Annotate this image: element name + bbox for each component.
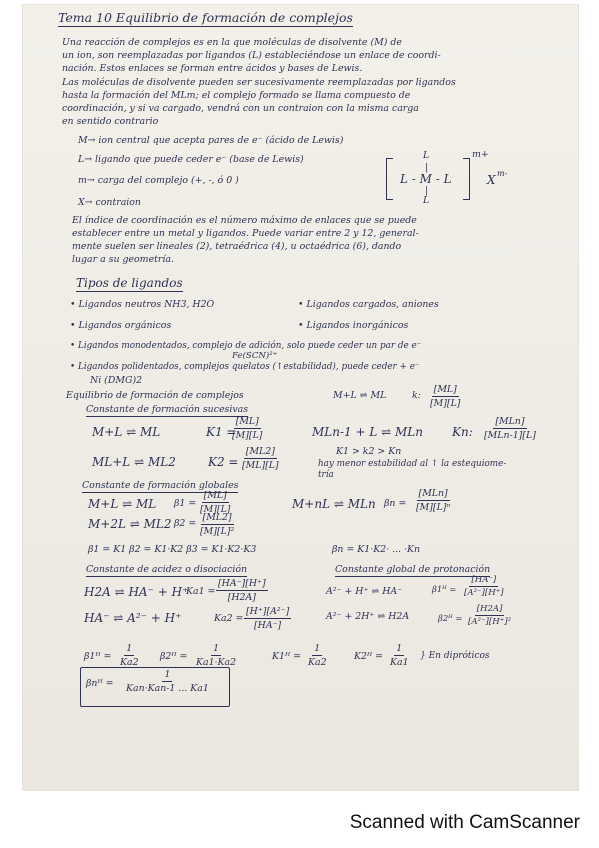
- intro-line: un ion, son reemplazadas por ligandos (L) estableciéndose un enlace de coordi-: [62, 50, 441, 61]
- ligand-type-polydentate: • Ligandos polidentados, complejos quelatos (↑estabilidad), puede ceder + e⁻: [70, 362, 420, 372]
- acid-eq-2: HA⁻ ⇌ A²⁻ + H⁺: [84, 611, 182, 625]
- stepwise-order: K1 > k2 > Kn: [336, 446, 402, 457]
- left-bracket: [386, 158, 393, 200]
- intro-line: coordinación, y si va cargado, vendrá con un contraion con la misma carga: [62, 103, 419, 114]
- prot-eq-1: A²⁻ + H⁺ ⇌ HA⁻: [326, 586, 403, 597]
- global-eq-n: M+nL ⇌ MLn: [292, 497, 376, 511]
- k1h-relation-label: K1ᴴ =: [272, 651, 301, 662]
- complex-center: L - M - L: [400, 172, 452, 186]
- ligand-type-organic: • Ligandos orgánicos: [70, 320, 172, 331]
- scanner-watermark: Scanned with CamScanner: [349, 812, 580, 833]
- ligand-top: L: [423, 150, 430, 161]
- beta2-label: β2 =: [174, 518, 197, 529]
- definition-charge: m→ carga del complejo (+, -, ó 0 ): [78, 175, 239, 186]
- ligand-type-monodentate: • Ligandos monodentados, complejo de adición, solo puede ceder un par de e⁻: [70, 341, 422, 351]
- ka1-fraction: $\frac{[HA^-][H^+]}{[H2A]}$: [218, 578, 266, 603]
- intro-line: nación. Estos enlaces se forman entre ácidos y bases de Lewis.: [62, 63, 363, 74]
- k-label: k:: [412, 390, 421, 401]
- betanh-fraction: 1 Kan·Kan-1 ... Ka1: [126, 669, 209, 694]
- beta1h-label: β1ᴴ =: [432, 584, 457, 594]
- beta-relations: β1 = K1 β2 = K1·K2 β3 = K1·K2·K3: [88, 544, 257, 555]
- betan-fraction: [MLn] [M][L]ⁿ: [416, 488, 451, 513]
- beta1h-relation-fraction: $\frac{1}{Ka2}$: [120, 643, 139, 668]
- beta1-label: β1 =: [174, 498, 197, 509]
- k2h-relation-label: K2ᴴ =: [354, 651, 383, 662]
- global-eq-2: M+2L ⇌ ML2: [88, 517, 172, 531]
- coordination-line: El índice de coordinación es el número máximo de enlaces que se puede: [72, 215, 417, 226]
- stepwise-note-2: tría: [318, 470, 334, 480]
- stepwise-k2-label: K2 =: [208, 455, 239, 469]
- coordination-line: lugar a su geometría.: [72, 254, 174, 265]
- bond-top: |: [425, 162, 429, 173]
- stepwise-k1-fraction: $\frac{[ML]}{[M][L]}$: [232, 416, 263, 441]
- intro-line: Una reacción de complejos es en la que moléculas de disolvente (M) de: [62, 37, 402, 48]
- protonacion-heading: Constante global de protonación: [335, 564, 491, 575]
- ka2-fraction: $\frac{\text{[H⁺][A²⁻]}}{[HA^-]}$: [246, 606, 290, 631]
- ligand-type-charged: • Ligandos cargados, aniones: [298, 299, 439, 310]
- k2h-relation-fraction: $\frac{1}{Ka1}$: [390, 643, 409, 668]
- counterion: X: [487, 173, 496, 187]
- betan-label: βn =: [384, 498, 407, 509]
- stepwise-eq-2: ML+L ⇌ ML2: [92, 455, 176, 469]
- intro-line: en sentido contrario: [62, 116, 159, 127]
- ka2-label: Ka2 =: [214, 613, 244, 624]
- beta2h-fraction: $\frac{[H2A]}{\text{[A²⁻][H⁺]²}}$: [468, 604, 512, 627]
- intro-line: hasta la formación del MLm; el complejo formado se llama compuesto de: [62, 90, 411, 101]
- tipos-heading: Tipos de ligandos: [76, 276, 183, 290]
- acidez-heading: Constante de acidez o disociación: [86, 564, 248, 575]
- monodentate-example: Fe(SCN)²⁺: [232, 351, 278, 361]
- sucesivas-heading: Constante de formación sucesivas: [86, 404, 249, 415]
- beta1h-relation-label: β1ᴴ =: [84, 651, 112, 662]
- beta2h-relation-fraction: $\frac{1}{Ka1\cdot Ka2}$: [196, 643, 237, 668]
- right-bracket: [463, 158, 470, 200]
- equilibrio-heading: Equilibrio de formación de complejos: [66, 390, 244, 401]
- beta2h-label: β2ᴴ =: [438, 613, 463, 623]
- betanh-label: βnᴴ =: [86, 678, 114, 689]
- intro-line: Las moléculas de disolvente pueden ser sucesivamente reemplazadas por ligandos: [62, 77, 456, 88]
- diprotic-note: } En dipróticos: [420, 651, 490, 661]
- ligand-type-neutral: • Ligandos neutros NH3, H2O: [70, 299, 215, 310]
- stepwise-k2-fraction: $\frac{[ML2]}{[ML][L]}$: [242, 446, 279, 471]
- stepwise-kn-label: Kn:: [452, 425, 473, 439]
- beta2-fraction: $\frac{[ML2]}{\text{[M][L]²}}$: [200, 512, 235, 537]
- beta2h-relation-label: β2ᴴ =: [160, 651, 188, 662]
- beta1h-fraction: $\frac{[HA^-]}{\text{[A²⁻][H⁺]}}$: [464, 575, 504, 598]
- prot-eq-2: A²⁻ + 2H⁺ ⇌ H2A: [326, 611, 410, 622]
- stepwise-note: hay menor estabilidad al ↑ la estequiome-: [318, 459, 507, 469]
- k-fraction: $\frac{[ML]}{[M][L]}$: [430, 384, 461, 409]
- polydentate-example: Ni (DMG)2: [90, 375, 143, 386]
- acid-eq-1: H2A ⇌ HA⁻ + H⁺: [84, 585, 189, 599]
- definition-m: M→ ion central que acepta pares de e⁻ (ácido de Lewis): [78, 135, 344, 146]
- global-eq-1: M+L ⇌ ML: [88, 497, 157, 511]
- stepwise-eq-1: M+L ⇌ ML: [92, 425, 161, 439]
- coordination-line: mente suelen ser lineales (2), tetraédrica (4), u octaédrica (6), dando: [72, 241, 402, 252]
- equilibrio-reaction: M+L ⇌ ML: [333, 390, 387, 401]
- ligand-type-inorganic: • Ligandos inorgánicos: [298, 320, 409, 331]
- page-title: Tema 10 Equilibrio de formación de complejos: [58, 10, 353, 25]
- definition-l: L→ ligando que puede ceder e⁻ (base de Lewis): [78, 154, 304, 165]
- stepwise-k1-label: K1 =: [206, 425, 237, 439]
- globales-heading: Constante de formación globales: [82, 480, 239, 491]
- stepwise-kn-fraction: [MLn] [MLn-1][L]: [484, 416, 536, 441]
- complex-charge: m+: [472, 149, 489, 160]
- beta1-fraction: $\frac{[ML]}{[M][L]}$: [200, 490, 231, 515]
- counterion-charge: m-: [497, 169, 508, 178]
- beta-n-relation: βn = K1·K2· ... ·Kn: [332, 544, 421, 555]
- ligand-bottom: L: [423, 195, 430, 206]
- definition-x: X→ contraion: [78, 197, 141, 208]
- stepwise-eq-n: MLn-1 + L ⇌ MLn: [312, 425, 423, 439]
- coordination-line: establecer entre un metal y ligandos. Puede variar entre 2 y 12, general-: [72, 228, 419, 239]
- k1h-relation-fraction: $\frac{1}{Ka2}$: [308, 643, 327, 668]
- ka1-label: Ka1 =: [186, 586, 216, 597]
- bond-bottom: |: [425, 185, 429, 196]
